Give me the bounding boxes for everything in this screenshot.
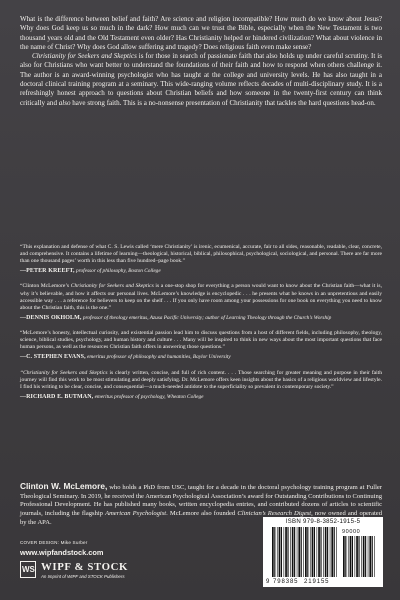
barcode-digits-left: 798385 — [273, 579, 299, 585]
barcode-bar — [320, 527, 321, 577]
barcode-bar — [292, 527, 294, 577]
barcode-bar — [372, 536, 373, 577]
barcode-bar — [363, 536, 365, 577]
barcode-bar — [272, 527, 274, 577]
endorsement-attribution: —DENNIS OKHOLM, professor of theology emeritus, Azusa Pacific University; author of Learning Theology through the Church’s Worship — [20, 314, 332, 321]
barcode-bar — [343, 536, 345, 577]
barcode-bar — [310, 527, 311, 577]
barcode-bar — [336, 527, 337, 577]
barcode-bar — [298, 527, 300, 577]
endorsements — [20, 244, 382, 409]
barcode-bar — [317, 527, 318, 577]
barcode-bar — [314, 527, 315, 577]
publisher-tagline: An Imprint of WIPF and STOCK Publishers — [41, 574, 125, 579]
barcode-bar — [323, 527, 324, 577]
barcode-bar — [279, 527, 281, 577]
barcode-bar — [277, 527, 278, 577]
barcode-bar — [290, 527, 291, 577]
barcode-bar — [331, 527, 333, 577]
author-bio: Clinton W. McLemore, who holds a PhD from USC, taught for a decade in the doctoral psychology training program at Fuller Theological Seminary. In 2019, he received the American Psychological Association’s award for Outstanding Contributions to Continuing Professional Development. He has published many books, written encyclopedia entries, and contributed dozens of articles to scientific journals, including the flagship American Psychologist. McLemore also founded Clinician’s Research Digest, now owned and operated by the APA. — [20, 481, 382, 526]
barcode-bar — [361, 536, 362, 577]
endorsement-quote: “Christianity for Seekers and Skeptics is clearly written, concise, and full of rich content. . . . Those searching for greater meaning and purpose in their faith journey will find this work to be most stimulating and deeply satisfying. Dr. McLemore offers keen insights about the basics of a religious worldview and lifestyle. I find his writing to be clear, concise, and consequential—a much-needed antidote to the superficiality so prevalent in contemporary society.” — [20, 369, 382, 390]
barcode-bar — [285, 527, 287, 577]
barcode-bar — [352, 536, 353, 577]
barcode-addon-digits: 90000 — [342, 529, 361, 535]
endorsement-attribution: —PETER KREEFT, professor of philosophy, Boston College — [20, 268, 161, 275]
barcode-bar — [358, 536, 359, 577]
barcode-bar — [303, 527, 304, 577]
endorsement-attribution: —RICHARD E. BUTMAN, emeritus professor of psychology, Wheaton College — [20, 393, 204, 400]
barcode-bar — [325, 527, 327, 577]
barcode-bar — [307, 527, 308, 577]
description-blurb — [20, 15, 382, 108]
barcode-bar — [374, 536, 375, 577]
barcode-bar — [287, 527, 288, 577]
publisher-name: WIPF & STOCK — [41, 561, 128, 573]
barcode-bar — [327, 527, 328, 577]
endorsement-quote: “This explanation and defense of what C. S. Lewis called ‘mere Christianity’ is irenic, ecumenical, accurate, fair to all sides, reasonable, readable, clear, concrete, and comprehensive. It contains a lifetime of learning—theological, historical, biblical, philosophical, psychological, sociological, and personal. There are far more than one thousand pages’ worth in this less than five hundred–page book.” — [20, 244, 382, 265]
barcode — [263, 517, 383, 587]
endorsement-quote: “Clinton McLemore’s Christianity for Seekers and Skeptics is a one-stop shop for everything a person would want to know about the Christian faith—what it is, why it’s believable, and how it affects our personal lives. McLemore’s knowledge is encyclopedic . . . he presents what he knows in an unpretentious and easily accessible way . . . a reference for believers to keep on the shelf . . . If you only have room among your possessions for one book on everything you need to know about the Christian faith, this is the one.” — [20, 283, 382, 311]
barcode-digit-lead: 9 — [266, 579, 270, 585]
barcode-bar — [297, 527, 298, 577]
barcode-bar — [330, 527, 331, 577]
author-name: Clinton W. McLemore, — [20, 481, 108, 491]
barcode-graphic — [263, 517, 383, 587]
barcode-bar — [305, 527, 307, 577]
barcode-bar — [368, 536, 369, 577]
barcode-bar — [334, 527, 335, 577]
barcode-bar — [318, 527, 320, 577]
barcode-bar — [355, 536, 356, 577]
endorsement-attribution: —C. STEPHEN EVANS, emeritus professor of philosophy and humanities, Baylor University — [20, 354, 231, 361]
barcode-bar — [356, 536, 358, 577]
cover-design-credit: COVER DESIGN: Mike Surber — [20, 540, 88, 545]
blurb-paragraph-2: Christianity for Seekers and Skeptics is for those in search of passionate faith that also holds up under careful scrutiny. It is also for Christians who want better to understand the foundations of their faith and how to respond when others challenge it. The author is an award-winning psychologist who has taught at the college and university levels. He has also taught in a doctoral clinical training program at a seminary. This wide-ranging volume reflects decades of multi-disciplinary study. It is a refreshingly honest approach to questions about Christian beliefs and how someone in the twenty-first century can think critically and also have strong faith. This is a no-nonsense presentation of Christianity that tackles the hard questions head-on. — [20, 52, 382, 107]
barcode-bar — [312, 527, 314, 577]
barcode-bar — [345, 536, 346, 577]
barcode-bar — [284, 527, 285, 577]
barcode-bar — [348, 536, 349, 577]
blurb-paragraph-1: What is the difference between belief and faith? Are science and religion incompatible? How much do we know about Jesus? Why does God keep us so much in the dark? How much can we trust the Bible, especially when the New Testament is two thousand years old and the Old Testament even older? Has Christianity helped or hindered civilization? What about violence in the name of Christ? Why does God allow suffering and tragedy? Does religious faith even make sense? — [20, 15, 382, 51]
barcode-bar — [350, 536, 352, 577]
publisher-logo-icon: WS — [20, 561, 36, 578]
barcode-bar — [281, 527, 282, 577]
barcode-bar — [294, 527, 295, 577]
isbn-label: ISBN 979-8-3852-1915-5 — [285, 518, 361, 525]
barcode-bar — [301, 527, 302, 577]
endorsement-quote: “McLemore’s honesty, intellectual curiosity, and existential passion lead him to discuss questions from a host of different fields, including philosophy, theology, science, biblical studies, psychology, and human history and culture . . . Many will be inspired to think in new ways about the most important questions that face human persons, as well as the resources Christian faith offers in answering those questions.” — [20, 330, 382, 351]
barcode-bar — [369, 536, 371, 577]
publisher-website: www.wipfandstock.com — [20, 548, 104, 557]
barcode-digits-right: 219155 — [304, 579, 330, 585]
barcode-bar — [365, 536, 366, 577]
book-title-italic: Christianity for Seekers and Skeptics — [32, 52, 137, 61]
barcode-bar — [274, 527, 275, 577]
